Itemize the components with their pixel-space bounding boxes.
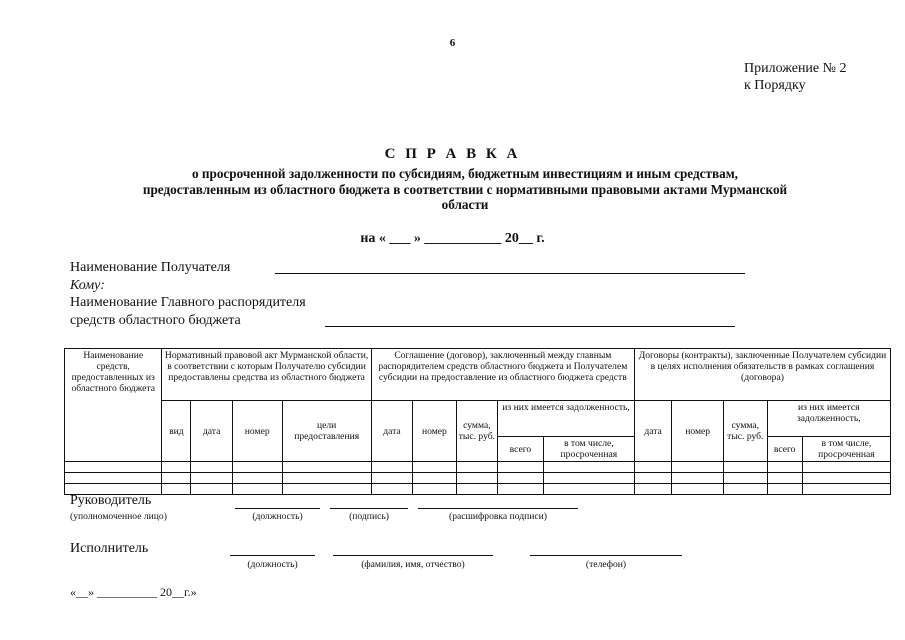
to-label: Кому: [70, 278, 105, 293]
document-subtitle [70, 166, 860, 213]
subtitle-line-1: о просроченной задолженности по субсидиям, бюджетным инвестициям и иным средствам, [192, 166, 738, 181]
date-line: на « ___ » ___________ 20__ г. [360, 231, 545, 246]
table-cell[interactable] [672, 484, 724, 495]
executor-phone-caption: (телефон) [585, 559, 627, 570]
executor-position-caption: (должность) [247, 559, 298, 570]
table-cell[interactable] [498, 473, 544, 484]
table-cell[interactable] [191, 473, 232, 484]
agr-sum-header: сумма, тыс. руб. [456, 401, 497, 462]
con-date-header: дата [634, 401, 671, 462]
head-decode-caption: (расшифровка подписи) [449, 511, 547, 522]
table-row [65, 462, 891, 473]
executor-name-line[interactable] [333, 555, 493, 556]
act-purpose-header: цели предоставления [282, 401, 371, 462]
act-kind-header: вид [162, 401, 191, 462]
table-cell[interactable] [724, 484, 768, 495]
table-cell[interactable] [456, 462, 497, 473]
act-date-header: дата [191, 401, 232, 462]
table-cell[interactable] [371, 484, 412, 495]
table-cell[interactable] [634, 473, 671, 484]
table-cell[interactable] [724, 473, 768, 484]
table-cell[interactable] [232, 462, 282, 473]
group-agreement: Соглашение (договор), заключенный между главным распорядителем средств областного бюджета и Получателем субсидии на предоставление из областного бюджета средств [371, 349, 634, 401]
table-cell[interactable] [232, 473, 282, 484]
table-cell[interactable] [498, 484, 544, 495]
head-position-line[interactable] [235, 508, 320, 509]
table-cell[interactable] [282, 484, 371, 495]
table-cell[interactable] [543, 484, 634, 495]
executor-label: Исполнитель [70, 541, 149, 556]
table-cell[interactable] [802, 462, 890, 473]
con-sum-header: сумма, тыс. руб. [724, 401, 768, 462]
table-cell[interactable] [802, 473, 890, 484]
act-number-header: номер [232, 401, 282, 462]
table-cell[interactable] [767, 484, 802, 495]
manager-underline[interactable] [325, 326, 735, 327]
table-cell[interactable] [191, 484, 232, 495]
table-cell[interactable] [767, 462, 802, 473]
table-cell[interactable] [162, 473, 191, 484]
table-row [65, 473, 891, 484]
head-position-caption: (должность) [252, 511, 303, 522]
executor-name-caption: (фамилия, имя, отчество) [361, 559, 465, 570]
col-funds-name: Наименование средств, предоставленных из областного бюджета [65, 349, 162, 462]
table-cell[interactable] [371, 462, 412, 473]
recipient-label: Наименование Получателя [70, 260, 231, 275]
table-cell[interactable] [65, 462, 162, 473]
manager-label-1: Наименование Главного распорядителя [70, 295, 306, 310]
table-cell[interactable] [282, 473, 371, 484]
subtitle-line-2: предоставленным из областного бюджета в соответствии с нормативными правовыми актами Мурманской [142, 181, 788, 197]
table-cell[interactable] [672, 462, 724, 473]
table-cell[interactable] [802, 484, 890, 495]
page-number: 6 [449, 37, 456, 49]
table-cell[interactable] [634, 484, 671, 495]
appendix-line-2: к Порядку [744, 78, 806, 93]
debt-table [64, 348, 891, 495]
table-cell[interactable] [543, 462, 634, 473]
bottom-date: «__» __________ 20__г.» [70, 585, 197, 599]
con-overdue-header: в том числе, просроченная [802, 437, 890, 462]
table-cell[interactable] [413, 484, 457, 495]
con-total-header: всего [767, 437, 802, 462]
table-cell[interactable] [634, 462, 671, 473]
head-label: Руководитель [70, 493, 152, 508]
table-cell[interactable] [191, 462, 232, 473]
table-cell[interactable] [162, 462, 191, 473]
executor-phone-line[interactable] [530, 555, 682, 556]
agr-debt-header: из них имеется задолженность, [498, 401, 635, 437]
executor-position-line[interactable] [230, 555, 315, 556]
con-debt-header: из них имеется задолженность, [767, 401, 890, 437]
table-cell[interactable] [672, 473, 724, 484]
table-cell[interactable] [413, 462, 457, 473]
agr-number-header: номер [413, 401, 457, 462]
table-cell[interactable] [413, 473, 457, 484]
table-cell[interactable] [498, 462, 544, 473]
head-sub-label: (уполномоченное лицо) [70, 511, 167, 522]
table-cell[interactable] [162, 484, 191, 495]
table-cell[interactable] [282, 462, 371, 473]
head-signature-line[interactable] [330, 508, 408, 509]
table-cell[interactable] [724, 462, 768, 473]
manager-label-2: средств областного бюджета [70, 313, 241, 328]
appendix-heading [744, 60, 847, 94]
table-cell[interactable] [456, 484, 497, 495]
agr-overdue-header: в том числе, просроченная [543, 437, 634, 462]
con-number-header: номер [672, 401, 724, 462]
head-decode-line[interactable] [418, 508, 578, 509]
subtitle-line-3: области [441, 197, 489, 212]
table-cell[interactable] [456, 473, 497, 484]
recipient-underline[interactable] [275, 273, 745, 274]
table-row [65, 484, 891, 495]
table-cell[interactable] [543, 473, 634, 484]
table-cell[interactable] [371, 473, 412, 484]
document-title: С П Р А В К А [384, 146, 521, 162]
head-signature-caption: (подпись) [349, 511, 389, 522]
appendix-line-1: Приложение № 2 [744, 61, 847, 76]
table-cell[interactable] [65, 473, 162, 484]
group-contracts: Договоры (контракты), заключенные Получателем субсидии в целях исполнения обязательств в рамках соглашения (договора) [634, 349, 890, 401]
table-cell[interactable] [232, 484, 282, 495]
group-normative-act: Нормативный правовой акт Мурманской области, в соответствии с которым Получателю субсидии предоставлены средства из областного бюджета [162, 349, 371, 401]
table-cell[interactable] [767, 473, 802, 484]
agr-date-header: дата [371, 401, 412, 462]
agr-total-header: всего [498, 437, 544, 462]
